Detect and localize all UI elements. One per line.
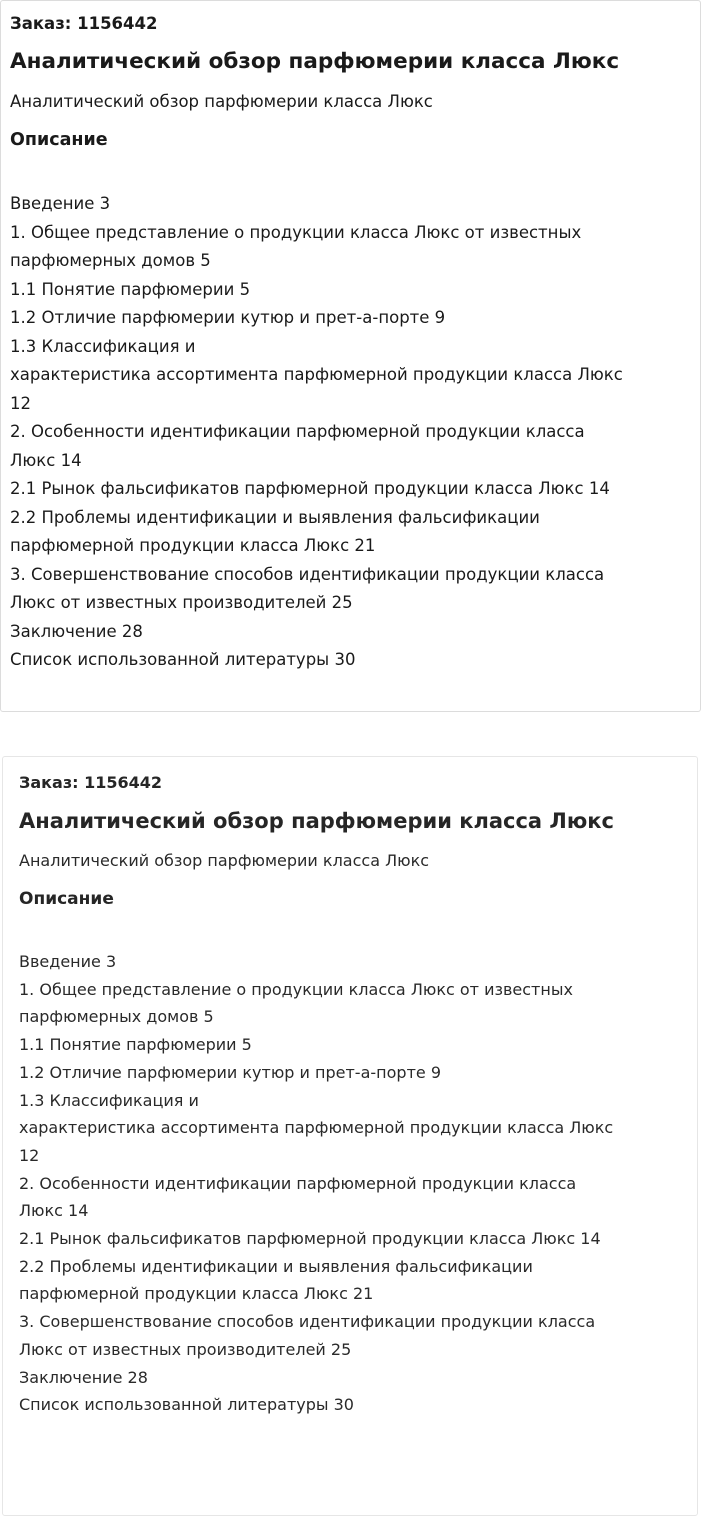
work-title: Аналитический обзор парфюмерии класса Люкс: [10, 49, 620, 74]
toc-item: Список использованной литературы 30: [10, 650, 356, 669]
toc-item: 2.2 Проблемы идентификации и выявления фальсификации парфюмерной продукции класса Люкс 21: [10, 507, 540, 555]
order-card-2: [2, 756, 698, 1516]
toc-item: 1.2 Отличие парфюмерии кутюр и прет-а-порте 9: [10, 308, 446, 327]
order-number: Заказ: 1156442: [10, 14, 158, 33]
toc-item: 1.3 Классификация и характеристика ассортимента парфюмерной продукции класса Люкс 12: [19, 1090, 614, 1165]
toc-item: Заключение 28: [10, 621, 143, 641]
order-number: Заказ: 1156442: [19, 773, 163, 792]
work-subtitle: Аналитический обзор парфюмерии класса Люкс: [19, 851, 430, 870]
toc-item: 1. Общее представление о продукции класса Люкс от известных парфюмерных домов 5: [19, 979, 573, 1027]
toc-item: Введение 3: [10, 194, 111, 213]
toc-item: 1.3 Классификация и характеристика ассортимента парфюмерной продукции класса Люкс 12: [10, 336, 623, 413]
toc-item: 1.1 Понятие парфюмерии 5: [10, 279, 251, 299]
toc-item: Заключение 28: [19, 1367, 148, 1387]
toc-item: 1.2 Отличие парфюмерии кутюр и прет-а-порте 9: [19, 1062, 441, 1082]
toc-item: 2.2 Проблемы идентификации и выявления фальсификации парфюмерной продукции класса Люкс 21: [19, 1256, 533, 1304]
table-of-contents: [10, 190, 700, 675]
order-card-1: [0, 0, 701, 712]
toc-item: 1.1 Понятие парфюмерии 5: [19, 1035, 252, 1055]
toc-item: 3. Совершенствование способов идентификации продукции класса Люкс от известных производителей 25: [10, 564, 605, 612]
toc-item: 1. Общее представление о продукции класса Люкс от известных парфюмерных домов 5: [10, 222, 582, 270]
toc-item: 2.1 Рынок фальсификатов парфюмерной продукции класса Люкс 14: [19, 1229, 601, 1249]
table-of-contents: [19, 948, 697, 1419]
toc-item: Введение 3: [19, 952, 117, 971]
work-subtitle: Аналитический обзор парфюмерии класса Люкс: [10, 92, 433, 111]
toc-item: 3. Совершенствование способов идентификации продукции класса Люкс от известных производителей 25: [19, 1312, 596, 1359]
work-title: Аналитический обзор парфюмерии класса Люкс: [19, 809, 614, 833]
description-heading: Описание: [19, 889, 114, 909]
description-heading: Описание: [10, 130, 108, 150]
toc-item: 2. Особенности идентификации парфюмерной продукции класса Люкс 14: [19, 1173, 577, 1221]
toc-item: 2. Особенности идентификации парфюмерной продукции класса Люкс 14: [10, 422, 585, 470]
toc-item: Список использованной литературы 30: [19, 1395, 354, 1415]
toc-item: 2.1 Рынок фальсификатов парфюмерной продукции класса Люкс 14: [10, 479, 610, 498]
